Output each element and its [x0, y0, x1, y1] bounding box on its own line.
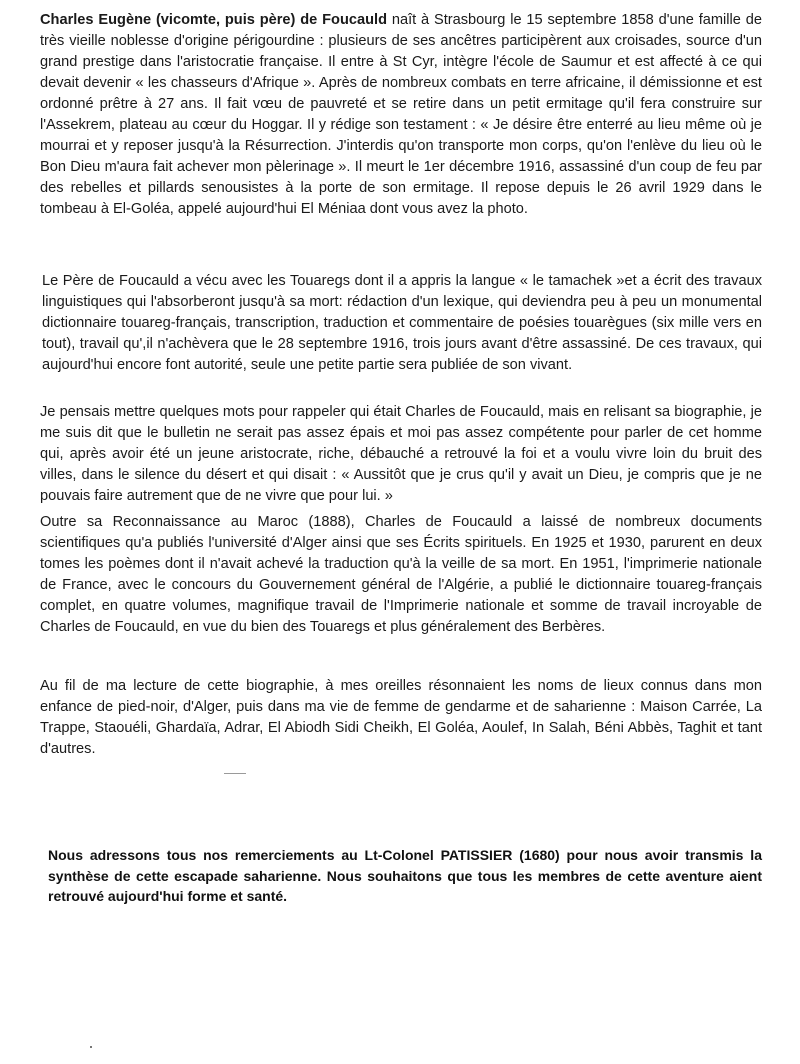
- biography-lead-name: Charles Eugène (vicomte, puis père) de Foucauld: [40, 12, 387, 28]
- acknowledgement-text: Nous adressons tous nos remerciements au Lt-Colonel PATISSIER (1680) pour nous avoir transmis la synthèse de cette escapade saharienne. Nous souhaitons que tous les membres de cette aventure aient retrouvé aujourd'hui forme et santé.: [48, 847, 762, 904]
- scan-artifact: [224, 773, 246, 774]
- paragraph-publications: Outre sa Reconnaissance au Maroc (1888), Charles de Foucauld a laissé de nombreux documents scientifiques qu'a publiés l'université d'Alger ainsi que ses Écrits spirituels. En 1925 et 1930, parurent en deux tomes les poèmes dont il n'avait achevé la traduction qu'à la veille de sa mort. En 1951, l'imprimerie nationale de France, avec le concours du Gouvernement général de l'Algérie, a publié le dictionnaire touareg-français complet, en quatre volumes, magnifique travail de l'Imprimerie nationale et somme de travail incroyable de Charles de Foucauld, en vue du bien des Touaregs et plus généralement des Berbères.: [40, 514, 762, 635]
- paragraph-personal-reflection: Je pensais mettre quelques mots pour rappeler qui était Charles de Foucauld, mais en relisant sa biographie, je me suis dit que le bulletin ne serait pas assez épais et moi pas assez compétente pour parler de cet homme qui, après avoir été un jeune aristocrate, riche, débauché a retrouvé la foi et a voulu vivre loin du bruit des villes, dans le silence du désert et qui disait : « Aussitôt que je crus qu'il y avait un Dieu, je compris que je ne pouvais faire autrement que de ne vivre que pour lui. »: [40, 404, 762, 504]
- paragraph-place-names: Au fil de ma lecture de cette biographie, à mes oreilles résonnaient les noms de lieux connus dans mon enfance de pied-noir, d'Alger, puis dans ma vie de femme de gendarme et de saharienne : Maison Carrée, La Trappe, Staouéli, Ghardaïa, Adrar, El Abiodh Sidi Cheikh, El Goléa, Aoulef, In Salah, Béni Abbès, Taghit et tant d'autres.: [40, 678, 762, 757]
- biography-text: naît à Strasbourg le 15 septembre 1858 d'une famille de très vieille noblesse d'origine périgourdine : plusieurs de ses ancêtres participèrent aux croisades, source d'un grand prestige dans l'aristocratie française. Il entre à St Cyr, intègre l'école de Saumur et est affecté à ce qui devait devenir « les chasseurs d'Afrique ». Après de nombreux combats en terre africaine, il démissionne et est ordonné prêtre à 27 ans. Il fait vœu de pauvreté et se retire dans un petit ermitage qu'il fera construire sur l'Assekrem, plateau au cœur du Hoggar. Il y rédige son testament : « Je désire être enterré au lieu même où je mourrai et y reposer jusqu'à la Résurrection. J'interdis qu'on transporte mon corps, qu'on l'enlève du lieu où le Bon Dieu m'aura fait achever mon pèlerinage ». Il meurt le 1er décembre 1916, assassiné d'un coup de feu par des rebelles et pillards senousistes à la porte de son ermitage. Il repose depuis le 26 avril 1929 dans le tombeau à El-Goléa, appelé aujourd'hui El Méniaa dont vous avez la photo.: [40, 12, 762, 217]
- paragraph-biography: [40, 10, 762, 220]
- scan-dot-artifact: [90, 1046, 92, 1048]
- paragraph-linguistic-work: Le Père de Foucauld a vécu avec les Touaregs dont il a appris la langue « le tamachek »et a écrit des travaux linguistiques qui l'absorberont jusqu'à sa mort: rédaction d'un lexique, qui deviendra peu à peu un monumental dictionnaire touareg-français, transcription, traduction et commentaire de poésies touarègues (six mille vers en tout), travail qu',il n'achèvera que le 28 septembre 1916, trois jours avant d'être assassiné. De ces travaux, qui aujourd'hui encore font autorité, seule une petite partie sera publiée de son vivant.: [42, 273, 762, 373]
